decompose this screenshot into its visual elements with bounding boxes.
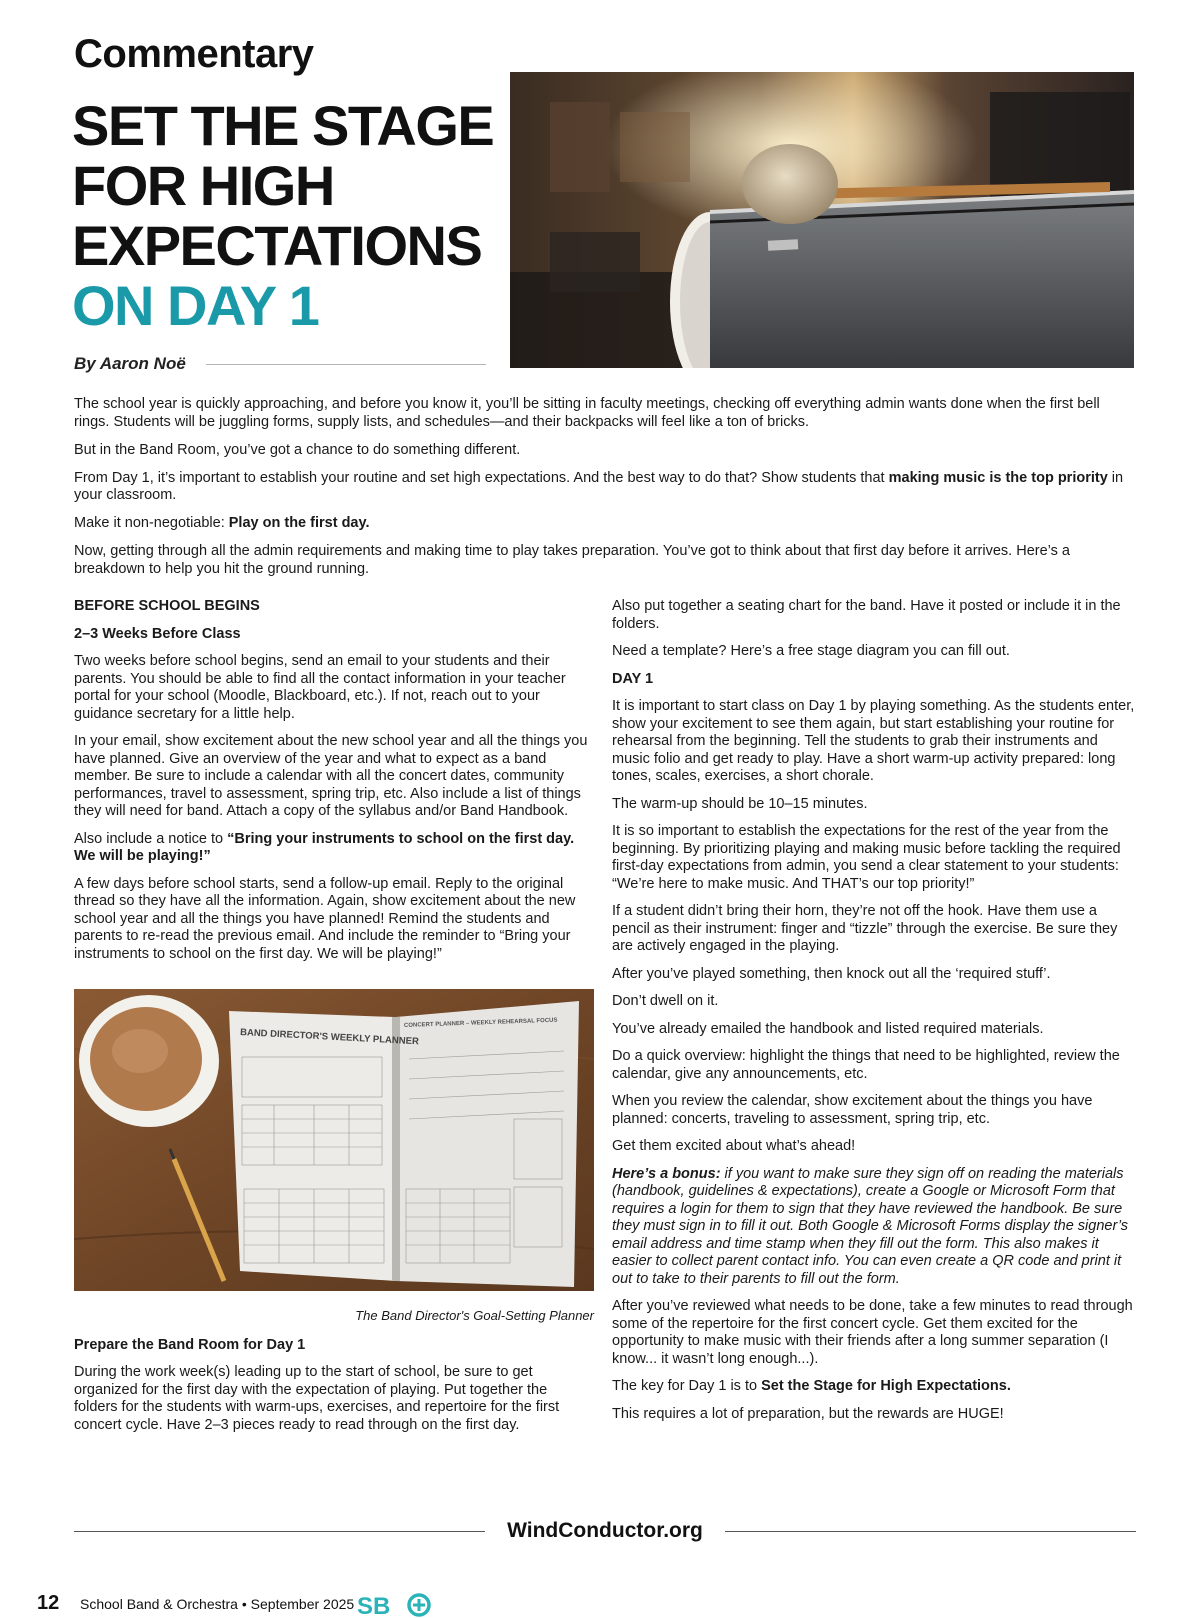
left-paragraph-3 — [74, 831, 594, 866]
sbo-logo-text: SB — [357, 1593, 391, 1618]
headline — [72, 96, 512, 336]
right-column — [612, 598, 1136, 1433]
bonus-paragraph — [612, 1166, 1136, 1289]
right-paragraph-15: This requires a lot of preparation, but the rewards are HUGE! — [612, 1405, 1004, 1422]
folio-separator: • — [241, 1596, 247, 1612]
intro-paragraph-4 — [74, 515, 1136, 533]
prepare-band-room-heading: Prepare the Band Room for Day 1 — [74, 1336, 306, 1353]
left-paragraph-4: A few days before school starts, send a follow-up email. Reply to the original thread so they have all the information. Again, show excitement about the new school year and all the things you have planned! Remind the students and parents to re-read the previous email. And include the reminder to “Bring your instruments to school on the first day. We will be playing!” — [74, 875, 576, 962]
site-link[interactable]: WindConductor.org — [507, 1519, 703, 1542]
left-paragraph-2: In your email, show excitement about the new school year and all the things you have planned. Give an overview of the year and what to expect as a band member. Be sure to include a calendar with all the concert dates, community performances, travel to assessment, spring trip, etc. Also include a list of things they will need for band. Attach a copy of the syllabus and/or Band Handbook. — [74, 733, 588, 819]
intro-priority-after: in your classroom. — [74, 469, 1124, 503]
right-paragraph-14 — [612, 1378, 1136, 1396]
intro-priority-bold: making music is the top priority — [888, 469, 1108, 486]
right-paragraph-3: It is important to start class on Day 1 by playing something. As the students enter, show your excitement to see them again, but start establishing your routine for rehearsal from the beginning. Tell the students to grab their instruments and music folio and get ready to play. Have a short warm-up activity prepared: long tones, scales, exercises, a short chorale. — [612, 698, 1135, 784]
byline: By Aaron Noë — [74, 354, 186, 373]
headline-line-2: FOR HIGH — [72, 154, 334, 217]
intro-paragraph-2: But in the Band Room, you’ve got a chance to do something different. — [74, 441, 521, 458]
issue-date: September 2025 — [250, 1596, 355, 1612]
hero-photo-drum — [510, 72, 1134, 368]
intro-paragraph-1: The school year is quickly approaching, and before you know it, you’ll be sitting in faculty meetings, checking off everything admin wants done when the first bell rings. Students will be juggling forms, supply lists, and schedules—and their backpacks will feel like a ton of bricks. — [74, 396, 1100, 430]
right-paragraph-9: You’ve already emailed the handbook and listed required materials. — [612, 1020, 1044, 1037]
planner-photo — [74, 989, 594, 1291]
day-1-heading: DAY 1 — [612, 670, 654, 687]
publication-name: School Band & Orchestra — [80, 1596, 238, 1612]
intro-rule-bold: Play on the first day. — [228, 515, 370, 531]
intro-paragraph-5: Now, getting through all the admin requirements and making time to play takes preparation. You’ve got to think about that first day before it arrives. Here’s a breakdown to help you hit the ground running. — [74, 543, 1070, 577]
sbo-logo — [357, 1592, 435, 1618]
headline-line-3: EXPECTATIONS — [72, 214, 482, 277]
right-paragraph-4: The warm-up should be 10–15 minutes. — [612, 795, 868, 812]
right-paragraph-12: Get them excited about what’s ahead! — [612, 1138, 856, 1154]
right-paragraph-8: Don’t dwell on it. — [612, 993, 719, 1009]
planner-caption: The Band Director's Goal-Setting Planner — [355, 1308, 594, 1323]
footer-rule-left — [74, 1531, 485, 1532]
headline-line-1: SET THE STAGE — [72, 94, 494, 157]
right-paragraph-5: It is so important to establish the expectations for the rest of the year from the beginning. By prioritizing playing and making music before tackling the required first-day expectations from admin, you send a clear statement to your students: “We’re here to make music. And THAT’s our top priority!” — [612, 823, 1121, 892]
section-label: Commentary — [74, 32, 314, 76]
headline-accent: ON DAY 1 — [72, 274, 319, 337]
right-paragraph-11: When you review the calendar, show excitement about the things you have planned: concerts, traveling to assessment, spring trip, etc. — [612, 1093, 1093, 1127]
bonus-text: if you want to make sure they sign off on reading the materials (handbook, guidelines & expectations), create a Google or Microsoft Form that requires a login for them to sign that they have reviewed the handbook. Be sure they must sign in to fill it out. Both Google & Microsoft Forms display the signer’s email address and time stamp when they fill out the form. This also makes it easier to collect parent contact info. You can even create a QR code and print it out to take to their parents to fill out the form. — [612, 1165, 1129, 1287]
intro-paragraph-3 — [74, 470, 1136, 505]
right-paragraph-13: After you’ve reviewed what needs to be done, take a few minutes to read through some of the repertoire for the first concert cycle. Get them excited for the opportunity to make music with their friends after a long summer separation (I know... it wasn’t long enough...). — [612, 1298, 1133, 1367]
right-p14-bold: Set the Stage for High Expectations. — [761, 1378, 1011, 1394]
left-column — [74, 598, 594, 1444]
before-school-heading: BEFORE SCHOOL BEGINS — [74, 598, 260, 614]
footer-row — [74, 1516, 1136, 1546]
byline-row — [74, 352, 486, 376]
right-paragraph-1: Also put together a seating chart for the band. Have it posted or include it in the folders. — [612, 598, 1121, 632]
footer-rule-right — [725, 1531, 1136, 1532]
byline-rule — [206, 364, 486, 365]
left-p3-bold: “Bring your instruments to school on the first day. We will be playing!” — [74, 830, 575, 864]
bonus-label: Here’s a bonus: — [612, 1165, 721, 1182]
intro — [74, 396, 1136, 589]
left-paragraph-1: Two weeks before school begins, send an email to your students and their parents. You should be able to find all the contact information in your teacher portal for your school (Moodle, Blackboard, etc.). If not, reach out to your guidance secretary for a little help. — [74, 653, 566, 722]
right-paragraph-10: Do a quick overview: highlight the things that need to be highlighted, review the calendar, give any announcements, etc. — [612, 1048, 1120, 1082]
left-paragraph-5: During the work week(s) leading up to the start of school, be sure to get organized for the first day with the expectation of playing. Put together the folders for the students with warm-ups, exercises, and repertoire for the first concert cycle. Have 2–3 pieces ready to read through on the first day. — [74, 1364, 560, 1433]
right-p14-before: The key for Day 1 is to — [612, 1378, 762, 1394]
intro-priority-before: From Day 1, it’s important to establish your routine and set high expectations. And the best way to do that? Show students that — [74, 469, 889, 486]
intro-rule-before: Make it non-negotiable: — [74, 515, 229, 531]
planner-title-right: CONCERT PLANNER – WEEKLY REHEARSAL FOCUS — [403, 1017, 558, 1029]
weeks-before-subheading: 2–3 Weeks Before Class — [74, 625, 241, 642]
right-paragraph-7: After you’ve played something, then knock out all the ‘required stuff’. — [612, 965, 1051, 982]
folio — [80, 1596, 354, 1612]
page-number: 12 — [37, 1592, 60, 1614]
right-paragraph-2: Need a template? Here’s a free stage diagram you can fill out. — [612, 643, 1010, 659]
left-p3-before: Also include a notice to — [74, 830, 228, 847]
planner-title-left: BAND DIRECTOR'S WEEKLY PLANNER — [239, 1027, 420, 1048]
right-paragraph-6: If a student didn’t bring their horn, they’re not off the hook. Have them use a pencil as their instrument: finger and “tizzle” through the exercise. Be sure they are actively engaged in the playing. — [612, 903, 1118, 954]
